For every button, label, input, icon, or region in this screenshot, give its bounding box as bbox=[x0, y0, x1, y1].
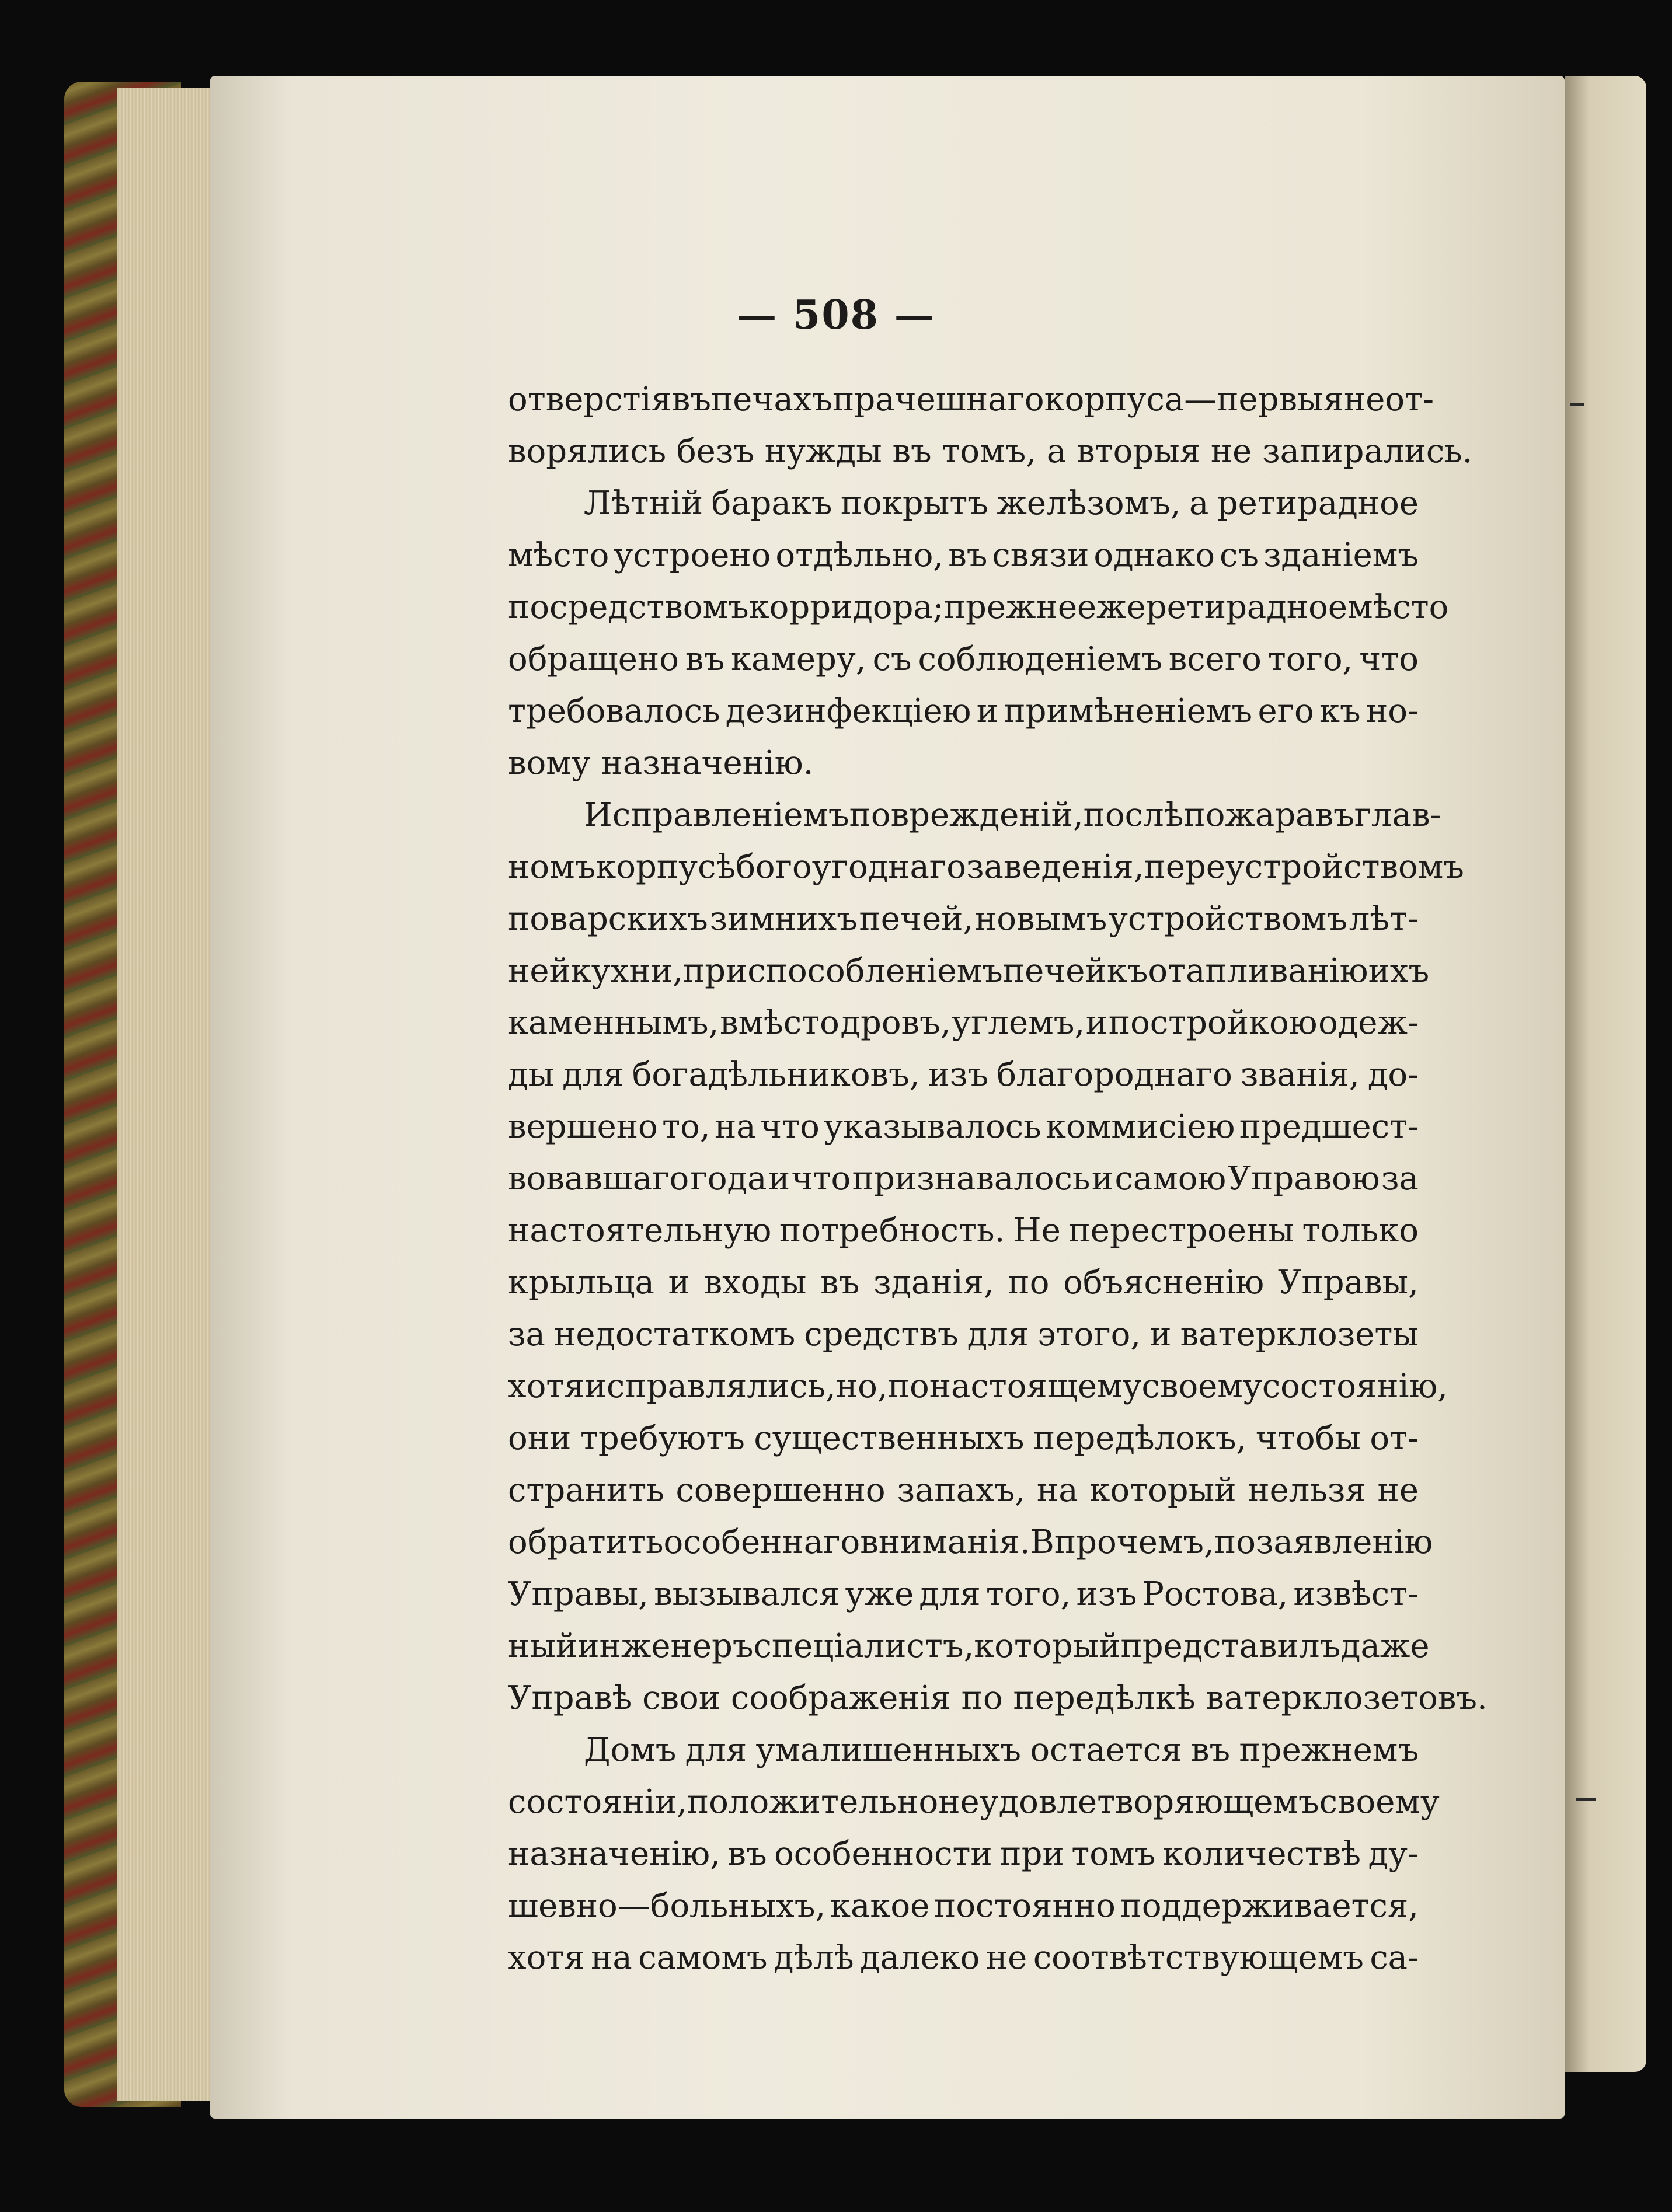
word: спеціалистъ, bbox=[753, 1627, 974, 1665]
word: печахъ bbox=[710, 381, 833, 418]
word: желѣзомъ, bbox=[997, 484, 1181, 522]
word: послѣ bbox=[1083, 796, 1184, 834]
word: недостаткомъ bbox=[554, 1316, 796, 1353]
text-line bbox=[508, 1672, 1488, 1724]
word: что bbox=[1359, 640, 1419, 678]
text-line bbox=[508, 789, 1441, 841]
word: инженеръ bbox=[577, 1627, 754, 1665]
word: ный bbox=[508, 1627, 578, 1665]
word: этого, bbox=[1037, 1316, 1141, 1353]
word: того, bbox=[1267, 640, 1353, 678]
text-line bbox=[508, 1880, 1419, 1932]
word: изъ bbox=[1076, 1575, 1137, 1613]
word: его bbox=[1258, 692, 1314, 730]
page-number: — 508 — bbox=[737, 292, 935, 339]
word: до- bbox=[1367, 1056, 1419, 1094]
word: заявленію bbox=[1255, 1523, 1433, 1561]
word: перестроены bbox=[1068, 1212, 1294, 1250]
word: вмѣсто bbox=[719, 1004, 840, 1042]
word: глав- bbox=[1354, 796, 1441, 834]
word: крыльца bbox=[508, 1264, 654, 1302]
text-line bbox=[508, 1464, 1419, 1516]
word: назначенію, bbox=[508, 1835, 720, 1873]
text-line bbox=[508, 374, 1434, 425]
word: требуютъ bbox=[580, 1419, 745, 1457]
word: неудовлетворяющемъ bbox=[938, 1783, 1319, 1821]
text-line bbox=[508, 633, 1419, 685]
word: для bbox=[967, 1316, 1029, 1353]
word: въ bbox=[820, 1264, 860, 1302]
word: углемъ, bbox=[952, 1004, 1085, 1042]
word: печей, bbox=[859, 900, 974, 938]
word: далеко bbox=[860, 1939, 980, 1977]
text-line bbox=[508, 1568, 1419, 1620]
word: и bbox=[668, 1264, 690, 1302]
word: богадѣльниковъ, bbox=[632, 1056, 920, 1094]
word: отдѣльно, bbox=[775, 536, 944, 574]
word: положительно bbox=[687, 1783, 939, 1821]
word: входы bbox=[703, 1264, 807, 1302]
word: передѣлокъ, bbox=[1033, 1419, 1247, 1457]
word: въ bbox=[671, 381, 711, 418]
text-line bbox=[508, 1412, 1419, 1464]
word: ихъ bbox=[1368, 952, 1430, 990]
word: потребность. bbox=[779, 1212, 1005, 1250]
word: настоящему bbox=[929, 1367, 1142, 1405]
word: по bbox=[1214, 1523, 1256, 1561]
word: что bbox=[760, 1108, 820, 1146]
word: дѣлѣ bbox=[774, 1939, 854, 1977]
word: пожара bbox=[1183, 796, 1315, 834]
word: признавалось bbox=[852, 1160, 1091, 1198]
word: съ bbox=[1219, 536, 1259, 574]
word: соотвѣтствующемъ bbox=[1033, 1939, 1364, 1977]
word: поврежденій, bbox=[849, 796, 1084, 834]
text-line bbox=[508, 529, 1419, 581]
word: для bbox=[562, 1056, 624, 1094]
word: въ bbox=[1190, 1731, 1231, 1769]
word: и bbox=[768, 1160, 790, 1198]
word: даже bbox=[1340, 1627, 1430, 1665]
word: Управы, bbox=[1277, 1264, 1419, 1302]
word: прежнемъ bbox=[1239, 1731, 1419, 1769]
word: и bbox=[976, 692, 999, 730]
word: обращено bbox=[508, 640, 679, 678]
word: для bbox=[919, 1575, 981, 1613]
word: а bbox=[1189, 484, 1209, 522]
body-text bbox=[508, 374, 1488, 1984]
text-line bbox=[508, 945, 1430, 997]
word: ней bbox=[508, 952, 571, 990]
word: Не bbox=[1012, 1212, 1061, 1250]
word: запахъ, bbox=[897, 1471, 1026, 1509]
word: что bbox=[791, 1160, 851, 1198]
word: соблюденіемъ bbox=[918, 640, 1162, 678]
word: баракъ bbox=[711, 484, 832, 522]
word: самомъ bbox=[638, 1939, 768, 1977]
word: корридора; bbox=[748, 588, 944, 626]
word: объясненію bbox=[1063, 1264, 1265, 1302]
word: лѣт- bbox=[1349, 900, 1419, 938]
word: и bbox=[1150, 1316, 1172, 1353]
text-line bbox=[508, 841, 1464, 893]
word: званія, bbox=[1240, 1056, 1360, 1094]
word: требовалось bbox=[508, 692, 720, 730]
word: по bbox=[1008, 1264, 1050, 1302]
word: который bbox=[1089, 1471, 1236, 1509]
word: не bbox=[1377, 1471, 1419, 1509]
word: указывалось bbox=[824, 1108, 1041, 1146]
text-line bbox=[508, 1153, 1419, 1205]
word: каменнымъ, bbox=[508, 1004, 719, 1042]
word: къ bbox=[1319, 692, 1361, 730]
line-text: вому назначенію. bbox=[508, 744, 814, 782]
word: представилъ bbox=[1120, 1627, 1341, 1665]
word: устроено bbox=[614, 536, 771, 574]
word: своему bbox=[1141, 1367, 1262, 1405]
word: благороднаго bbox=[997, 1056, 1232, 1094]
word: приспособленіемъ bbox=[682, 952, 1003, 990]
word: хотя bbox=[508, 1367, 585, 1405]
word: корпусѣ bbox=[595, 848, 736, 886]
word: устройствомъ bbox=[1109, 900, 1347, 938]
word: но, bbox=[835, 1367, 888, 1405]
word: камеру, bbox=[730, 640, 866, 678]
word: состоянію, bbox=[1262, 1367, 1448, 1405]
word: прачешнаго bbox=[832, 381, 1044, 418]
word: обратить bbox=[508, 1523, 664, 1561]
text-line bbox=[508, 1932, 1419, 1984]
word: состояніи, bbox=[508, 1783, 687, 1821]
word: особенности bbox=[774, 1835, 992, 1873]
word: своему bbox=[1319, 1783, 1440, 1821]
word: и bbox=[1085, 1004, 1108, 1042]
word: совершенно bbox=[675, 1471, 886, 1509]
word: мѣсто bbox=[508, 536, 609, 574]
word: всего bbox=[1168, 640, 1262, 678]
word: не bbox=[985, 1939, 1027, 1977]
word: въ bbox=[727, 1835, 767, 1873]
text-line bbox=[508, 1828, 1419, 1880]
text-line bbox=[508, 425, 1473, 477]
word: настоятельную bbox=[508, 1212, 772, 1250]
word: только bbox=[1302, 1212, 1419, 1250]
text-line bbox=[508, 685, 1419, 737]
word: странить bbox=[508, 1471, 664, 1509]
word: уже bbox=[845, 1575, 914, 1613]
word: не bbox=[1343, 381, 1385, 418]
word: умалишенныхъ bbox=[755, 1731, 1021, 1769]
word: кухни, bbox=[570, 952, 683, 990]
word: же bbox=[1096, 588, 1146, 626]
text-line bbox=[508, 1620, 1430, 1672]
word: от- bbox=[1370, 1419, 1419, 1457]
word: от- bbox=[1385, 381, 1434, 418]
word: ды bbox=[508, 1056, 555, 1094]
word: при bbox=[999, 1835, 1064, 1873]
word: въ bbox=[1315, 796, 1354, 834]
word: для bbox=[685, 1731, 747, 1769]
word: извѣст- bbox=[1293, 1575, 1419, 1613]
word: исправлялись, bbox=[584, 1367, 836, 1405]
word: и bbox=[1091, 1160, 1114, 1198]
text-line bbox=[508, 581, 1449, 633]
word: на bbox=[714, 1108, 756, 1146]
word: средствъ bbox=[804, 1316, 959, 1353]
word: новымъ bbox=[974, 900, 1107, 938]
word: прежнее bbox=[943, 588, 1097, 626]
word: который bbox=[974, 1627, 1121, 1665]
text-line bbox=[508, 997, 1419, 1049]
word: мѣсто bbox=[1347, 588, 1449, 626]
word: къ bbox=[1106, 952, 1148, 990]
word: какое bbox=[830, 1887, 930, 1925]
facing-page-edge bbox=[1565, 76, 1646, 2072]
word: хотя bbox=[508, 1939, 585, 1977]
word: изъ bbox=[928, 1056, 989, 1094]
line-text: ворялись безъ нужды въ томъ, а вторыя не запирались. bbox=[508, 432, 1473, 470]
word: покрытъ bbox=[840, 484, 988, 522]
word: постоянно bbox=[934, 1887, 1116, 1925]
word: отверстія bbox=[508, 381, 672, 418]
word: коммисіею bbox=[1046, 1108, 1235, 1146]
word: зимнихъ bbox=[709, 900, 858, 938]
word: остается bbox=[1030, 1731, 1182, 1769]
word: поварскихъ bbox=[508, 900, 708, 938]
word: дровъ, bbox=[840, 1004, 951, 1042]
word: дезинфекціею bbox=[725, 692, 971, 730]
word: са- bbox=[1370, 1939, 1419, 1977]
word: предшест- bbox=[1239, 1108, 1419, 1146]
word: то, bbox=[662, 1108, 710, 1146]
word: на bbox=[1036, 1471, 1078, 1509]
word: номъ bbox=[508, 848, 596, 886]
word: за bbox=[1381, 1160, 1419, 1198]
text-line bbox=[508, 1309, 1419, 1360]
word: зданіемъ bbox=[1263, 536, 1419, 574]
word: но- bbox=[1366, 692, 1419, 730]
word: они bbox=[508, 1419, 572, 1457]
word: года bbox=[690, 1160, 767, 1198]
margin-mark-bottom bbox=[1576, 1798, 1596, 1801]
word: Ростова, bbox=[1142, 1575, 1288, 1613]
text-line bbox=[508, 1101, 1419, 1153]
text-line bbox=[508, 477, 1419, 529]
word: шевно—больныхъ, bbox=[508, 1887, 826, 1925]
word: переустройствомъ bbox=[1144, 848, 1464, 886]
word: томъ bbox=[1071, 1835, 1156, 1873]
word: однако bbox=[1093, 536, 1215, 574]
text-line bbox=[508, 1257, 1419, 1309]
text-line bbox=[508, 1724, 1419, 1776]
word: отапливанію bbox=[1148, 952, 1368, 990]
word: вершено bbox=[508, 1108, 658, 1146]
word: особеннаго bbox=[663, 1523, 861, 1561]
word: нельзя bbox=[1248, 1471, 1366, 1509]
text-line bbox=[508, 1360, 1448, 1412]
word: на bbox=[591, 1939, 632, 1977]
word: корпуса—первыя bbox=[1044, 381, 1344, 418]
word: заведенія, bbox=[966, 848, 1144, 886]
word: ватерклозеты bbox=[1180, 1316, 1419, 1353]
text-line bbox=[508, 893, 1419, 945]
margin-mark-top bbox=[1570, 403, 1584, 406]
word: Исправленіемъ bbox=[584, 796, 849, 834]
word: примѣненіемъ bbox=[1004, 692, 1253, 730]
word: богоугоднаго bbox=[736, 848, 966, 886]
word: печей bbox=[1002, 952, 1107, 990]
word: ду- bbox=[1368, 1835, 1419, 1873]
word: Лѣтній bbox=[584, 484, 703, 522]
word: въ bbox=[948, 536, 988, 574]
word: Управою bbox=[1227, 1160, 1380, 1198]
text-line bbox=[508, 1516, 1433, 1568]
word: связи bbox=[992, 536, 1089, 574]
word: одеж- bbox=[1318, 1004, 1419, 1042]
line-text: Управѣ свои соображенія по передѣлкѣ ватерклозетовъ. bbox=[508, 1679, 1488, 1717]
word: чтобы bbox=[1255, 1419, 1361, 1457]
word: самою bbox=[1114, 1160, 1227, 1198]
word: за bbox=[508, 1316, 545, 1353]
word: вниманія. bbox=[860, 1523, 1030, 1561]
word: посредствомъ bbox=[508, 588, 749, 626]
word: ретирадное bbox=[1145, 588, 1347, 626]
text-line bbox=[508, 1776, 1440, 1828]
text-line bbox=[508, 737, 1419, 789]
text-line bbox=[508, 1049, 1419, 1101]
word: зданія, bbox=[873, 1264, 994, 1302]
word: съ bbox=[872, 640, 912, 678]
word: постройкою bbox=[1108, 1004, 1318, 1042]
word: поддерживается, bbox=[1120, 1887, 1419, 1925]
word: вызывался bbox=[654, 1575, 840, 1613]
word: вовавшаго bbox=[508, 1160, 689, 1198]
word: Впрочемъ, bbox=[1030, 1523, 1214, 1561]
text-line bbox=[508, 1205, 1419, 1257]
word: по bbox=[887, 1367, 929, 1405]
word: того, bbox=[985, 1575, 1071, 1613]
word: Домъ bbox=[584, 1731, 677, 1769]
word: Управы, bbox=[508, 1575, 649, 1613]
word: существенныхъ bbox=[754, 1419, 1025, 1457]
word: ретирадное bbox=[1217, 484, 1419, 522]
word: въ bbox=[685, 640, 724, 678]
word: количествѣ bbox=[1162, 1835, 1361, 1873]
